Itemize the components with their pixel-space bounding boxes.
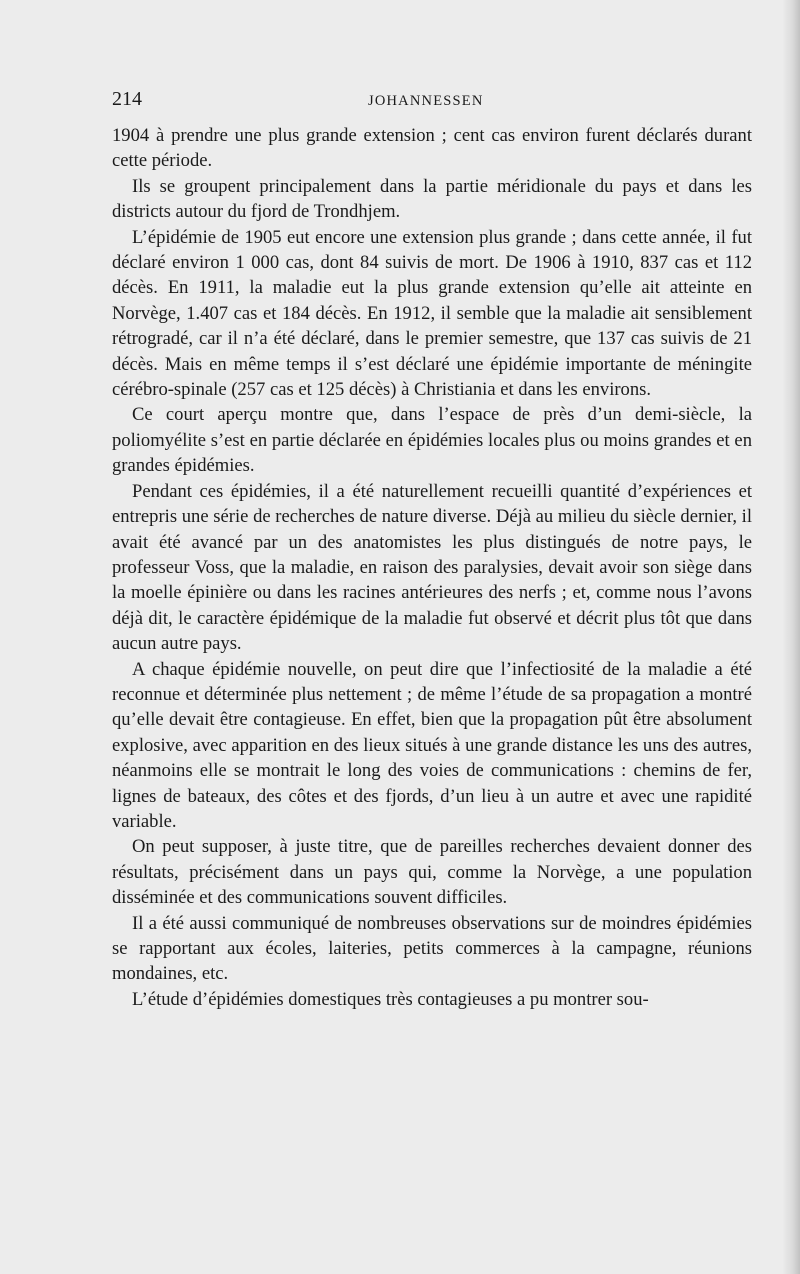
body-text: [112, 123, 752, 1012]
paragraph: 1904 à prendre une plus grande extension ; cent cas environ furent déclarés durant cette période.: [112, 125, 752, 172]
page-header: [112, 88, 752, 118]
paragraph: A chaque épidémie nouvelle, on peut dire que l’infectiosité de la maladie a été reconnue et déterminée plus nettement ; de même l’étude de sa propagation a montré qu’elle devait être contagieuse. En effet, bien que la propagation pût être absolument explosive, avec apparition en des lieux situés à une grande distance les uns des autres, néanmoins elle se montrait le long des voies de communications : chemins de fer, lignes de bateaux, des côtes et des fjords, d’un lieu à un autre et avec une rapidité variable.: [112, 658, 752, 832]
paragraph: L’épidémie de 1905 eut encore une extension plus grande ; dans cette année, il fut déclaré environ 1 000 cas, dont 84 suivis de mort. De 1906 à 1910, 837 cas et 112 décès. En 1911, la maladie eut la plus grande extension qu’elle ait atteinte en Norvège, 1.407 cas et 184 décès. En 1912, il semble que la maladie ait sensiblement rétrogradé, car il n’a été déclaré, dans le premier semestre, que 137 cas suivis de 21 décès. Mais en même temps il s’est déclaré une épidémie importante de méningite cérébro-spinale (257 cas et 125 décès) à Christiania et dans les environs.: [112, 226, 752, 401]
paragraph: Ce court aperçu montre que, dans l’espace de près d’un demi-siècle, la poliomyélite s’est en partie déclarée en épidémies locales plus ou moins grandes et en grandes épidémies.: [112, 404, 752, 477]
paragraph: Pendant ces épidémies, il a été naturellement recueilli quantité d’expériences et entrepris une série de recherches de nature diverse. Déjà au milieu du siècle dernier, il avait été avancé par un des anatomistes les plus distingués de notre pays, le professeur Voss, que la maladie, en raison des paralysies, devait avoir son siège dans la moelle épinière ou dans les racines antérieures des nerfs ; et, comme nous l’avons déjà dit, le caractère épidémique de la maladie fut observé et décrit plus tôt que dans aucun autre pays.: [112, 480, 752, 655]
running-head: JOHANNESSEN: [368, 93, 484, 109]
paragraph: On peut supposer, à juste titre, que de pareilles recherches devaient donner des résultats, précisément dans un pays qui, comme la Norvège, a une population disséminée et des communications souvent difficiles.: [112, 836, 752, 909]
page-number: 214: [112, 88, 142, 110]
paragraph: Ils se groupent principalement dans la partie méridionale du pays et dans les districts autour du fjord de Trondhjem.: [112, 175, 752, 223]
page-edge-shadow: [782, 0, 800, 1274]
paragraph: L’étude d’épidémies domestiques très contagieuses a pu montrer sou-: [132, 988, 649, 1010]
paragraph: Il a été aussi communiqué de nombreuses observations sur de moindres épidémies se rapportant aux écoles, laiteries, petits commerces à la campagne, réunions mondaines, etc.: [112, 912, 752, 985]
